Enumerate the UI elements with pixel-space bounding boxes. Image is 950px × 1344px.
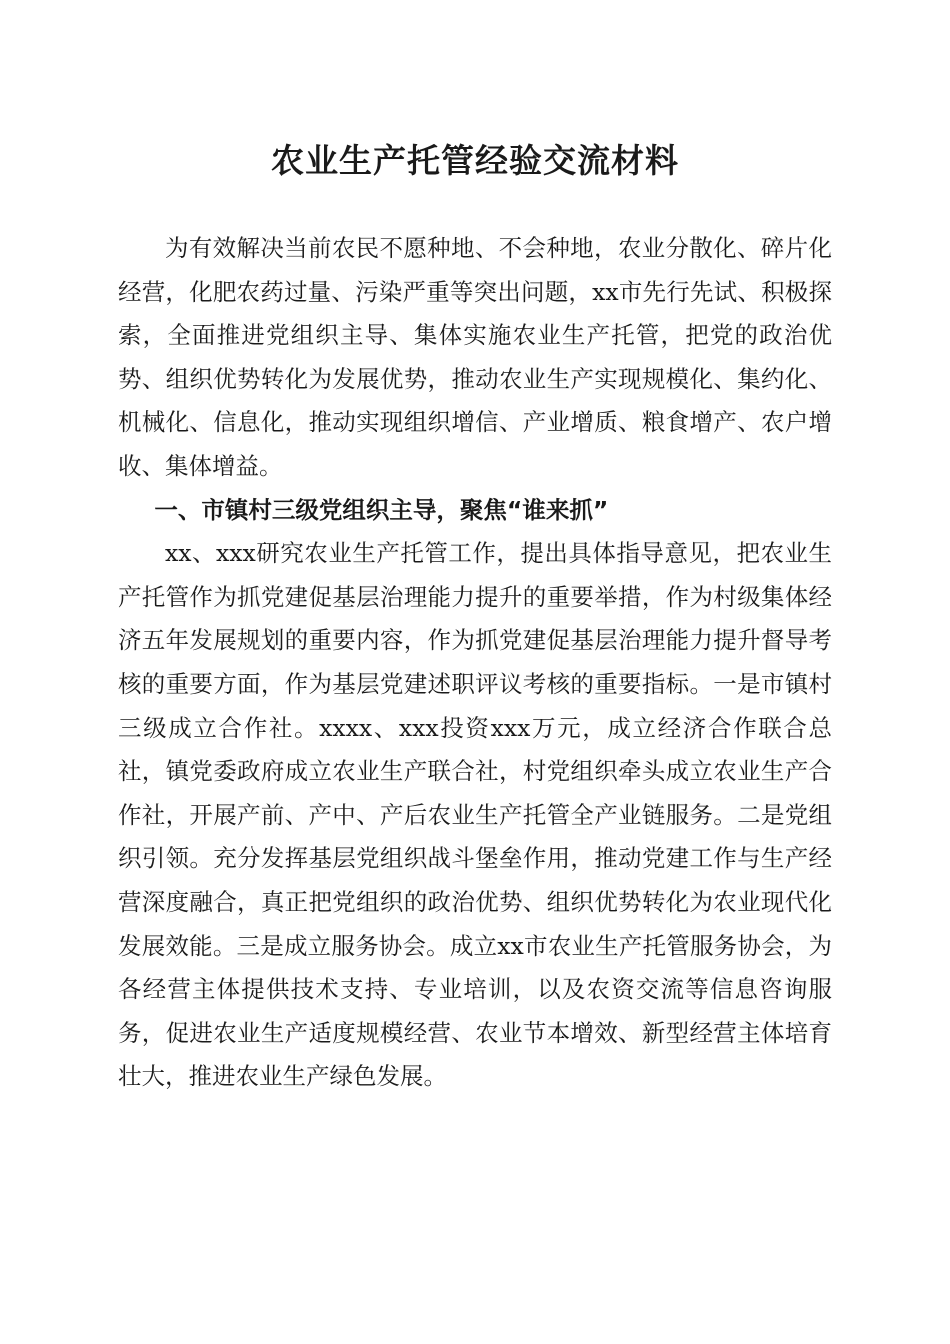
section-heading: 一、市镇村三级党组织主导，聚焦“谁来抓” [154, 495, 609, 524]
intro-paragraph: 为有效解决当前农民不愿种地、不会种地，农业分散化、碎片化经营，化肥农药过量、污染严重等突出问题，xx市先行先试、积极探索，全面推进党组织主导、集体实施农业生产托管，把党的政治优势、组织优势转化为发展优势，推动农业生产实现规模化、集约化、机械化、信息化，推动实现组织增信、产业增质、粮食增产、农户增收、集体增益。 [118, 234, 832, 480]
document-body [118, 227, 832, 1099]
section-paragraph: xx、xxx研究农业生产托管工作，提出具体指导意见，把农业生产托管作为抓党建促基层治理能力提升的重要举措，作为村级集体经济五年发展规划的重要内容，作为抓党建促基层治理能力提升督导考核的重要方面，作为基层党建述职评议考核的重要指标。一是市镇村三级成立合作社。xxxx、xxx投资xxx万元，成立经济合作联合总社，镇党委政府成立农业生产联合社，村党组织牵头成立农业生产合作社，开展产前、产中、产后农业生产托管全产业链服务。二是党组织引领。充分发挥基层党组织战斗堡垒作用，推动党建工作与生产经营深度融合，真正把党组织的政治优势、组织优势转化为农业现代化发展效能。三是成立服务协会。成立xx市农业生产托管服务协会，为各经营主体提供技术支持、专业培训，以及农资交流等信息咨询服务，促进农业生产适度规模经营、农业节本增效、新型经营主体培育壮大，推进农业生产绿色发展。 [118, 539, 832, 1091]
document-title: 农业生产托管经验交流材料 [271, 141, 679, 180]
